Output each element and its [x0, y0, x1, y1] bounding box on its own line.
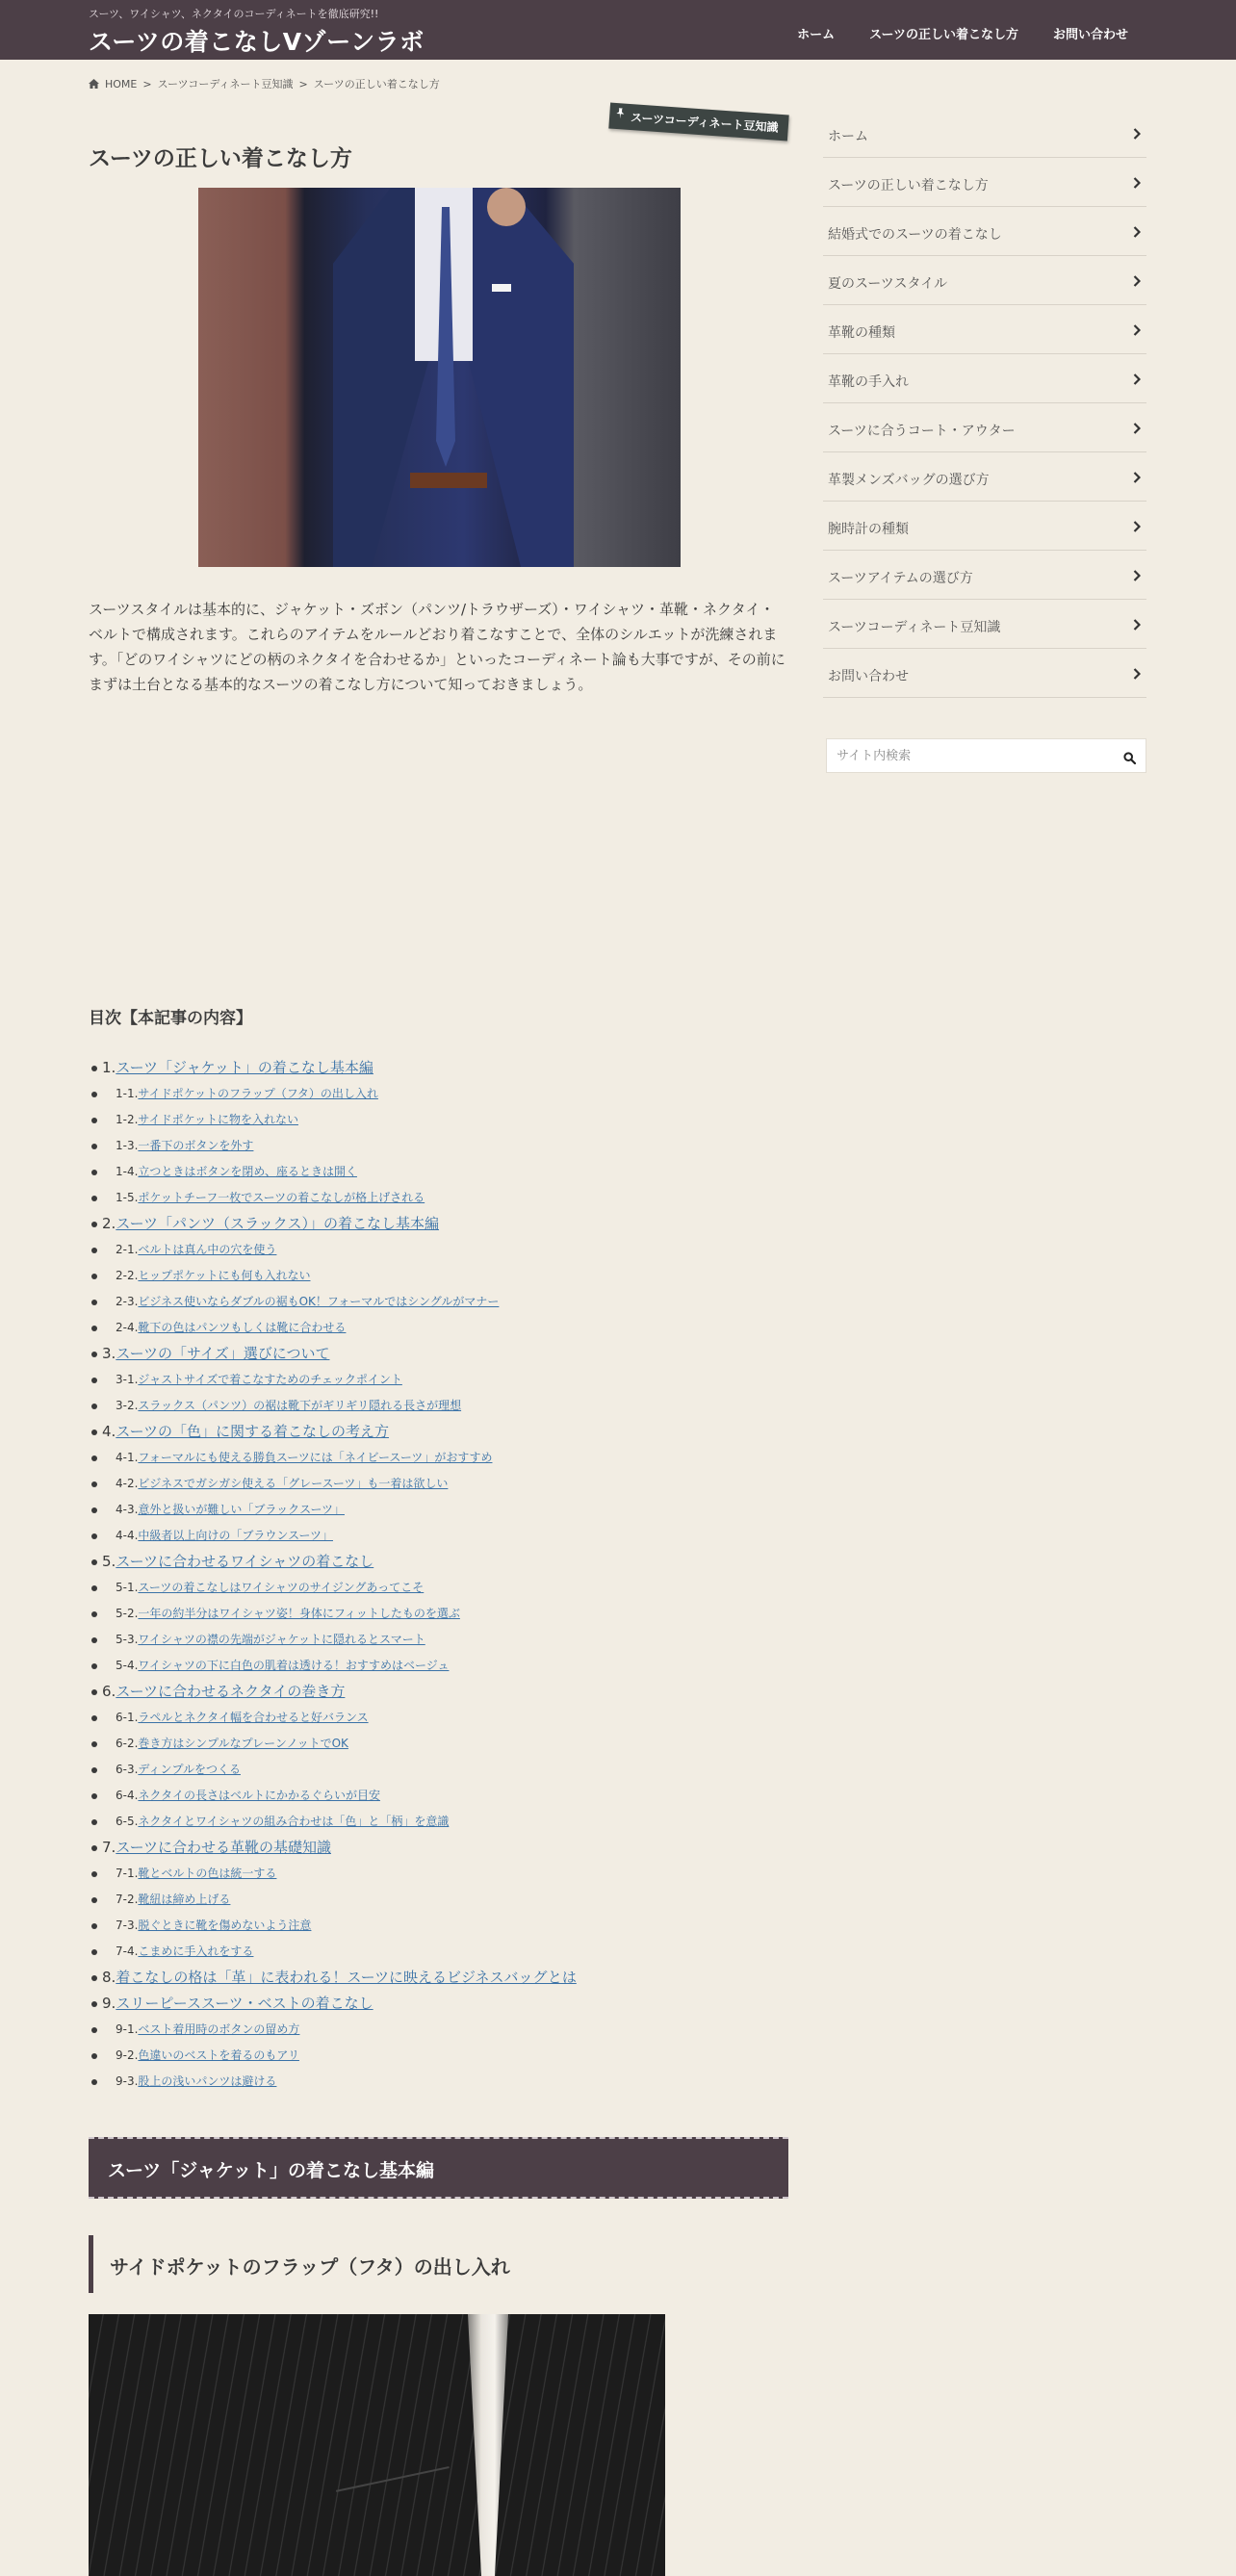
toc-item-number: 1-3. — [116, 1139, 139, 1152]
toc-item-number: 5-2. — [116, 1607, 139, 1620]
toc-item-number: 3-2. — [116, 1399, 139, 1412]
toc-item-number: 7-2. — [116, 1893, 139, 1906]
chevron-right-icon — [1133, 374, 1141, 389]
breadcrumb-separator: > — [298, 77, 308, 90]
toc-link[interactable]: 立つときはボタンを閉め、座るときは開く — [138, 1165, 357, 1178]
toc-item-number: 2. — [102, 1215, 116, 1232]
breadcrumb-current: スーツの正しい着こなし方 — [313, 78, 440, 90]
toc-link[interactable]: ビジネスでガシガシ使える「グレースーツ」も一着は欲しい — [138, 1477, 449, 1490]
toc-item — [89, 1419, 788, 1445]
toc-item — [89, 1393, 788, 1419]
jacket-pocket-image — [89, 2314, 665, 2576]
bullet-icon — [91, 1637, 97, 1643]
sidebar-menu-item[interactable] — [823, 207, 1146, 256]
toc-item-number: 4. — [102, 1423, 116, 1440]
category-badge-label: スーツコーディネート豆知識 — [630, 111, 780, 135]
breadcrumb-home[interactable]: HOME — [105, 77, 138, 90]
bullet-icon — [91, 1222, 97, 1227]
chevron-right-icon — [1133, 177, 1141, 193]
toc-link[interactable]: スリーピーススーツ・ベストの着こなし — [116, 1995, 373, 2012]
toc-item-number: 6. — [102, 1683, 116, 1700]
toc-item — [89, 1159, 788, 1185]
nav-suit-guide[interactable]: スーツの正しい着こなし方 — [869, 28, 1018, 42]
toc-item-number: 2-3. — [116, 1295, 139, 1308]
site-search — [826, 738, 1146, 773]
chevron-right-icon — [1133, 521, 1141, 536]
toc-item-number: 4-2. — [116, 1477, 139, 1490]
toc-item — [89, 1185, 788, 1211]
sidebar-menu — [823, 109, 1146, 698]
bullet-icon — [91, 1767, 97, 1773]
toc-item-number: 5. — [102, 1553, 116, 1570]
toc-item-number: 2-1. — [116, 1243, 139, 1256]
toc-item — [89, 1289, 788, 1315]
toc-link[interactable]: ネクタイの長さはベルトにかかるぐらいが目安 — [138, 1789, 380, 1802]
bullet-icon — [91, 2079, 97, 2085]
search-icon[interactable] — [1123, 750, 1136, 768]
bullet-icon — [91, 1404, 97, 1409]
toc-title: 目次【本記事の内容】 — [89, 1009, 252, 1028]
chevron-right-icon — [1133, 275, 1141, 291]
toc-link[interactable]: 着こなしの格は「革」に表われる！スーツに映えるビジネスバッグとは — [116, 1969, 577, 1986]
bullet-icon — [91, 1170, 97, 1175]
chevron-right-icon — [1133, 226, 1141, 242]
chevron-right-icon — [1133, 324, 1141, 340]
toc-item-number: 9. — [102, 1995, 116, 2012]
sidebar-menu-item[interactable] — [823, 600, 1146, 649]
toc-item — [89, 1133, 788, 1159]
toc-item — [89, 1991, 788, 2017]
toc-link[interactable]: スーツ「パンツ（スラックス）」の着こなし基本編 — [116, 1215, 440, 1232]
toc-link[interactable]: ヒップポケットにも何も入れない — [138, 1269, 311, 1282]
sidebar-menu-label: ホーム — [828, 129, 868, 144]
toc-item — [89, 2069, 788, 2095]
sidebar-menu-label: 革製メンズバッグの選び方 — [828, 473, 990, 488]
breadcrumb-separator: > — [142, 77, 152, 90]
bullet-icon — [91, 1066, 97, 1071]
chevron-right-icon — [1133, 570, 1141, 585]
sidebar-menu-item[interactable] — [823, 649, 1146, 698]
toc-item — [89, 1627, 788, 1653]
toc-link[interactable]: 靴下の色はパンツもしくは靴に合わせる — [138, 1321, 347, 1334]
toc-link[interactable]: ラペルとネクタイ幅を合わせると好バランス — [138, 1711, 369, 1724]
nav-contact[interactable]: お問い合わせ — [1052, 28, 1128, 42]
toc-item — [89, 1861, 788, 1887]
table-of-contents — [89, 1055, 788, 2095]
toc-item-number: 1-2. — [116, 1113, 139, 1126]
toc-item-number: 8. — [102, 1969, 116, 1986]
toc-item-number: 4-3. — [116, 1503, 139, 1516]
bullet-icon — [91, 1871, 97, 1877]
toc-item-number: 6-4. — [116, 1789, 139, 1802]
bullet-icon — [91, 1378, 97, 1383]
toc-item — [89, 1601, 788, 1627]
search-input[interactable] — [827, 739, 1125, 772]
bullet-icon — [91, 1455, 97, 1461]
toc-item — [89, 1913, 788, 1939]
bullet-icon — [91, 1897, 97, 1903]
chevron-right-icon — [1133, 128, 1141, 143]
toc-item — [89, 1471, 788, 1497]
toc-item-number: 1-5. — [116, 1191, 139, 1204]
bullet-icon — [91, 1923, 97, 1929]
home-icon — [89, 79, 99, 89]
toc-item-number: 5-4. — [116, 1659, 139, 1672]
toc-link[interactable]: 一番下のボタンを外す — [138, 1139, 254, 1152]
toc-item-number: 1. — [102, 1059, 116, 1076]
toc-item-number: 2-2. — [116, 1269, 139, 1282]
site-header — [0, 0, 1236, 60]
sidebar-menu-label: 革靴の手入れ — [828, 374, 909, 390]
toc-item — [89, 1757, 788, 1783]
nav-home[interactable]: ホーム — [797, 28, 836, 42]
sidebar-menu-label: スーツアイテムの選び方 — [828, 571, 973, 586]
toc-link[interactable]: ネクタイとワイシャツの組み合わせは「色」と「柄」を意識 — [138, 1815, 450, 1828]
bullet-icon — [91, 1585, 97, 1591]
toc-item-number: 4-1. — [116, 1451, 139, 1464]
toc-link[interactable]: 脱ぐときに靴を傷めないよう注意 — [138, 1919, 312, 1932]
toc-item-number: 6-2. — [116, 1737, 139, 1750]
sidebar-menu-item[interactable] — [823, 158, 1146, 207]
toc-item — [89, 2017, 788, 2043]
toc-link[interactable]: 意外と扱いが難しい「ブラックスーツ」 — [138, 1503, 345, 1516]
toc-item — [89, 1211, 788, 1237]
bullet-icon — [91, 1274, 97, 1279]
bullet-icon — [91, 2027, 97, 2033]
bullet-icon — [91, 1819, 97, 1825]
toc-item — [89, 1445, 788, 1471]
toc-link[interactable]: 巻き方はシンプルなプレーンノットでOK — [138, 1737, 348, 1750]
chevron-right-icon — [1133, 423, 1141, 438]
sidebar-menu-item[interactable] — [823, 502, 1146, 551]
toc-link[interactable]: こまめに手入れをする — [138, 1945, 254, 1958]
toc-link[interactable]: スーツの「サイズ」選びについて — [116, 1345, 330, 1362]
toc-link[interactable]: 色違いのベストを着るのもアリ — [138, 2048, 299, 2062]
sidebar-menu-item[interactable] — [823, 256, 1146, 305]
pin-icon — [615, 108, 626, 122]
sidebar-menu-item[interactable] — [823, 403, 1146, 452]
toc-item — [89, 1341, 788, 1367]
toc-link[interactable]: 中級者以上向けの「ブラウンスーツ」 — [138, 1529, 333, 1542]
bullet-icon — [91, 1559, 97, 1565]
toc-item-number: 2-4. — [116, 1321, 139, 1334]
toc-item — [89, 1549, 788, 1575]
toc-link[interactable]: 股上の浅いパンツは避ける — [138, 2074, 277, 2088]
global-nav — [780, 24, 1146, 42]
sidebar-menu-label: 夏のスーツスタイル — [828, 276, 948, 292]
toc-item — [89, 1679, 788, 1705]
toc-item — [89, 1783, 788, 1809]
toc-item — [89, 1367, 788, 1393]
toc-item-number: 7-1. — [116, 1867, 139, 1880]
toc-item — [89, 1263, 788, 1289]
toc-item-number: 7-4. — [116, 1945, 139, 1958]
toc-item-number: 7. — [102, 1839, 116, 1856]
toc-link[interactable]: スーツに合わせるワイシャツの着こなし — [116, 1553, 374, 1570]
toc-item — [89, 1653, 788, 1679]
hero-image — [198, 188, 681, 567]
toc-item-number: 5-3. — [116, 1633, 139, 1646]
toc-link[interactable]: フォーマルにも使える勝負スーツには「ネイビースーツ」がおすすめ — [138, 1451, 493, 1464]
sidebar-menu-item[interactable] — [823, 452, 1146, 502]
toc-item — [89, 1965, 788, 1991]
toc-item-number: 3-1. — [116, 1373, 139, 1386]
toc-item-number: 1-1. — [116, 1087, 139, 1100]
sidebar-menu-item[interactable] — [823, 109, 1146, 158]
toc-link[interactable]: ポケットチーフ一枚でスーツの着こなしが格上げされる — [138, 1191, 425, 1204]
section-heading-h3-text: サイドポケットのフラップ（フタ）の出し入れ — [110, 2255, 510, 2279]
sidebar-menu-label: 革靴の種類 — [828, 325, 895, 341]
bullet-icon — [91, 1845, 97, 1851]
bullet-icon — [91, 1689, 97, 1695]
toc-link[interactable]: ジャストサイズで着こなすためのチェックポイント — [138, 1373, 402, 1386]
toc-link[interactable]: スーツ「ジャケット」の着こなし基本編 — [116, 1059, 373, 1076]
breadcrumb — [89, 76, 440, 91]
toc-link[interactable]: サイドポケットのフラップ（フタ）の出し入れ — [138, 1087, 378, 1100]
sidebar-menu-label: スーツコーディネート豆知識 — [828, 620, 1001, 635]
sidebar-menu-label: スーツに合うコート・アウター — [828, 424, 1016, 439]
toc-link[interactable]: ワイシャツの襟の先端がジャケットに隠れるとスマート — [138, 1633, 425, 1646]
bullet-icon — [91, 1663, 97, 1669]
toc-link[interactable]: スーツの着こなしはワイシャツのサイジングあってこそ — [138, 1581, 425, 1594]
toc-item-number: 6-5. — [116, 1815, 139, 1828]
toc-item — [89, 1497, 788, 1523]
bullet-icon — [91, 1741, 97, 1747]
toc-item — [89, 1081, 788, 1107]
toc-link[interactable]: スラックス（パンツ）の裾は靴下がギリギリ隠れる長さが理想 — [138, 1399, 462, 1412]
section-heading-h2-text: スーツ「ジャケット」の着こなし基本編 — [108, 2160, 434, 2181]
toc-item — [89, 1809, 788, 1835]
bullet-icon — [91, 1533, 97, 1539]
toc-link[interactable]: スーツの「色」に関する着こなしの考え方 — [116, 1423, 389, 1440]
toc-item-number: 9-3. — [116, 2074, 139, 2088]
sidebar-menu-item[interactable] — [823, 354, 1146, 403]
bullet-icon — [91, 2053, 97, 2059]
sidebar-menu-label: 腕時計の種類 — [828, 522, 909, 537]
sidebar-menu-label: スーツの正しい着こなし方 — [828, 178, 989, 193]
toc-link[interactable]: ワイシャツの下に白色の肌着は透ける！おすすめはベージュ — [138, 1659, 450, 1672]
toc-item-number: 9-2. — [116, 2048, 139, 2062]
toc-item-number: 7-3. — [116, 1919, 139, 1932]
toc-link[interactable]: ディンプルをつくる — [138, 1763, 241, 1776]
sidebar-menu-label: お問い合わせ — [828, 669, 909, 684]
toc-item — [89, 1237, 788, 1263]
breadcrumb-category[interactable]: スーツコーディネート豆知識 — [157, 78, 294, 90]
toc-item-number: 4-4. — [116, 1529, 139, 1542]
bullet-icon — [91, 1949, 97, 1955]
toc-link[interactable]: スーツに合わせる革靴の基礎知識 — [116, 1839, 331, 1856]
bullet-icon — [91, 1092, 97, 1097]
site-tagline: スーツ、ワイシャツ、ネクタイのコーディネートを徹底研究!! — [89, 8, 379, 20]
toc-link[interactable]: サイドポケットに物を入れない — [138, 1113, 298, 1126]
site-title[interactable]: スーツの着こなしVゾーンラボ — [89, 28, 425, 56]
sidebar-menu-item[interactable] — [823, 305, 1146, 354]
section-heading-h3 — [89, 2235, 788, 2293]
toc-item — [89, 1731, 788, 1757]
chevron-right-icon — [1133, 668, 1141, 683]
toc-item-number: 3. — [102, 1345, 116, 1362]
bullet-icon — [91, 2001, 97, 2007]
bullet-icon — [91, 1793, 97, 1799]
category-badge[interactable] — [609, 103, 789, 142]
toc-item — [89, 1107, 788, 1133]
toc-link[interactable]: ビジネス使いならダブルの裾もOK！フォーマルではシングルがマナー — [138, 1295, 500, 1308]
bullet-icon — [91, 1326, 97, 1331]
section-heading-h2 — [89, 2137, 788, 2199]
bullet-icon — [91, 1300, 97, 1305]
toc-item — [89, 1887, 788, 1913]
toc-link[interactable]: ベルトは真ん中の穴を使う — [138, 1243, 277, 1256]
sidebar-menu-label: 結婚式でのスーツの着こなし — [828, 227, 1002, 243]
toc-link[interactable]: スーツに合わせるネクタイの巻き方 — [116, 1683, 346, 1700]
bullet-icon — [91, 1196, 97, 1201]
toc-item-number: 6-1. — [116, 1711, 139, 1724]
sidebar-menu-item[interactable] — [823, 551, 1146, 600]
intro-paragraph: スーツスタイルは基本的に、ジャケット・ズボン（パンツ/トラウザーズ）・ワイシャツ・革靴・ネクタイ・ベルトで構成されます。これらのアイテムをルールどおり着こなすことで、全体のシルエットが洗練されます。「どのワイシャツにどの柄のネクタイを合わせるか」といったコーディネート論も大事ですが、その前にまずは土台となる基本的なスーツの着こなし方について知っておきましょう。 — [89, 601, 785, 693]
toc-item-number: 1-4. — [116, 1165, 139, 1178]
bullet-icon — [91, 1352, 97, 1357]
toc-item — [89, 1835, 788, 1861]
chevron-right-icon — [1133, 619, 1141, 634]
toc-item-number: 9-1. — [116, 2022, 139, 2036]
bullet-icon — [91, 1715, 97, 1721]
toc-item — [89, 1055, 788, 1081]
toc-link[interactable]: 一年の約半分はワイシャツ姿！身体にフィットしたものを選ぶ — [138, 1607, 460, 1620]
bullet-icon — [91, 1144, 97, 1149]
toc-link[interactable]: 靴紐は締め上げる — [138, 1893, 231, 1906]
toc-item — [89, 1939, 788, 1965]
toc-item — [89, 1575, 788, 1601]
toc-item-number: 6-3. — [116, 1763, 139, 1776]
toc-item — [89, 1705, 788, 1731]
chevron-right-icon — [1133, 472, 1141, 487]
toc-link[interactable]: 靴とベルトの色は統一する — [138, 1867, 277, 1880]
toc-item — [89, 1315, 788, 1341]
bullet-icon — [91, 1481, 97, 1487]
bullet-icon — [91, 1975, 97, 1981]
bullet-icon — [91, 1118, 97, 1123]
bullet-icon — [91, 1430, 97, 1435]
bullet-icon — [91, 1248, 97, 1253]
bullet-icon — [91, 1611, 97, 1617]
bullet-icon — [91, 1507, 97, 1513]
toc-item — [89, 1523, 788, 1549]
toc-item-number: 5-1. — [116, 1581, 139, 1594]
toc-link[interactable]: ベスト着用時のボタンの留め方 — [138, 2022, 300, 2036]
toc-item — [89, 2043, 788, 2069]
article-title: スーツの正しい着こなし方 — [89, 146, 352, 171]
sidebar — [823, 109, 1146, 698]
